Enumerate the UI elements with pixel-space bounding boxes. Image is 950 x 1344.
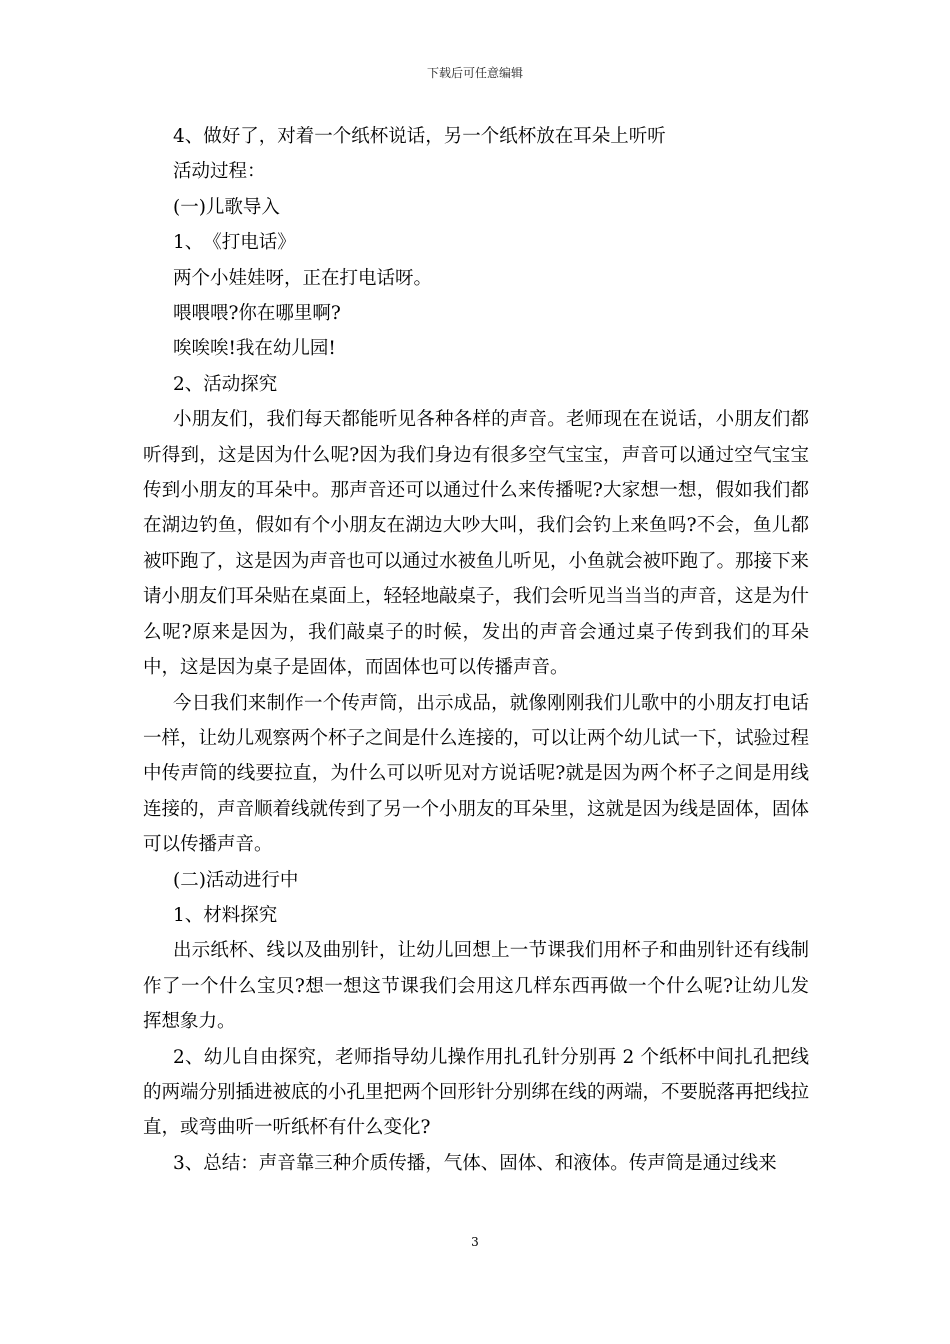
song-line-2: 喂喂喂?你在哪里啊? [173,303,341,325]
paragraph-step-4: 4、做好了，对着一个纸杯说话，另一个纸杯放在耳朵上听听 [173,126,666,147]
page-header: 下载后可任意编辑 [426,66,523,80]
paragraph-sound-explanation: 小朋友们，我们每天都能听见各种各样的声音。老师现在在说话，小朋友们都听得到，这是因为什么呢?因为我们身边有很多空气宝宝，声音可以通过空气宝宝传到小朋友的耳朵中。那声音还可以通过什么来传播呢?大家想一想，假如我们都在湖边钓鱼，假如有个小朋友在湖边大吵大叫，我们会钓上来鱼吗?不会，鱼儿都被吓跑了，这是因为声音也可以通过水被鱼儿听见，小鱼就会被吓跑了。那接下来请小朋友们耳朵贴在桌面上，轻轻地敲桌子，我们会听见当当当的声音，这是为什么呢?原来是因为，我们敲桌子的时候，发出的声音会通过桌子传到我们的耳朵中，这是因为桌子是固体，而固体也可以传播声音。 [143,409,810,679]
document-body [143,119,809,1181]
heading-section-2: (二)活动进行中 [173,869,299,891]
song-line-1: 两个小娃娃呀，正在打电话呀。 [173,267,433,289]
paragraph-make-phone: 今日我们来制作一个传声筒，出示成品，就像刚刚我们儿歌中的小朋友打电话一样，让幼儿观察两个杯子之间是什么连接的，可以让两个幼儿试一下，试验过程中传声筒的线要拉直，为什么可以听见对方说话呢?就是因为两个杯子之间是用线连接的，声音顺着线就传到了另一个小朋友的耳朵里，这就是因为线是固体，固体可以传播声音。 [143,692,810,856]
page-number: 3 [471,1235,479,1249]
heading-section-1: (一)儿歌导入 [173,196,280,218]
heading-activity-explore: 2、活动探究 [173,373,278,395]
heading-song-title: 1、 《打电话》 [173,232,296,254]
song-line-3: 唉唉唉!我在幼儿园! [173,338,336,360]
paragraph-materials: 出示纸杯、线以及曲别针，让幼儿回想上一节课我们用杯子和曲别针还有线制作了一个什么宝贝?想一想这节课我们会用这几样东西再做一个什么呢?让幼儿发挥想象力。 [143,940,809,1033]
paragraph-summary: 3、总结：声音靠三种介质传播，气体、固体、和液体。传声筒是通过线来 [173,1152,777,1174]
heading-material-explore: 1、材料探究 [173,904,278,926]
heading-activity-process: 活动过程： [173,161,266,183]
paragraph-free-explore: 2、幼儿自由探究，老师指导幼儿操作用扎孔针分别再 2 个纸杯中间扎孔把线的两端分别插进被底的小孔里把两个回形针分别绑在线的两端，不要脱落再把线拉直，或弯曲听一听纸杯有什么变化? [143,1046,810,1139]
